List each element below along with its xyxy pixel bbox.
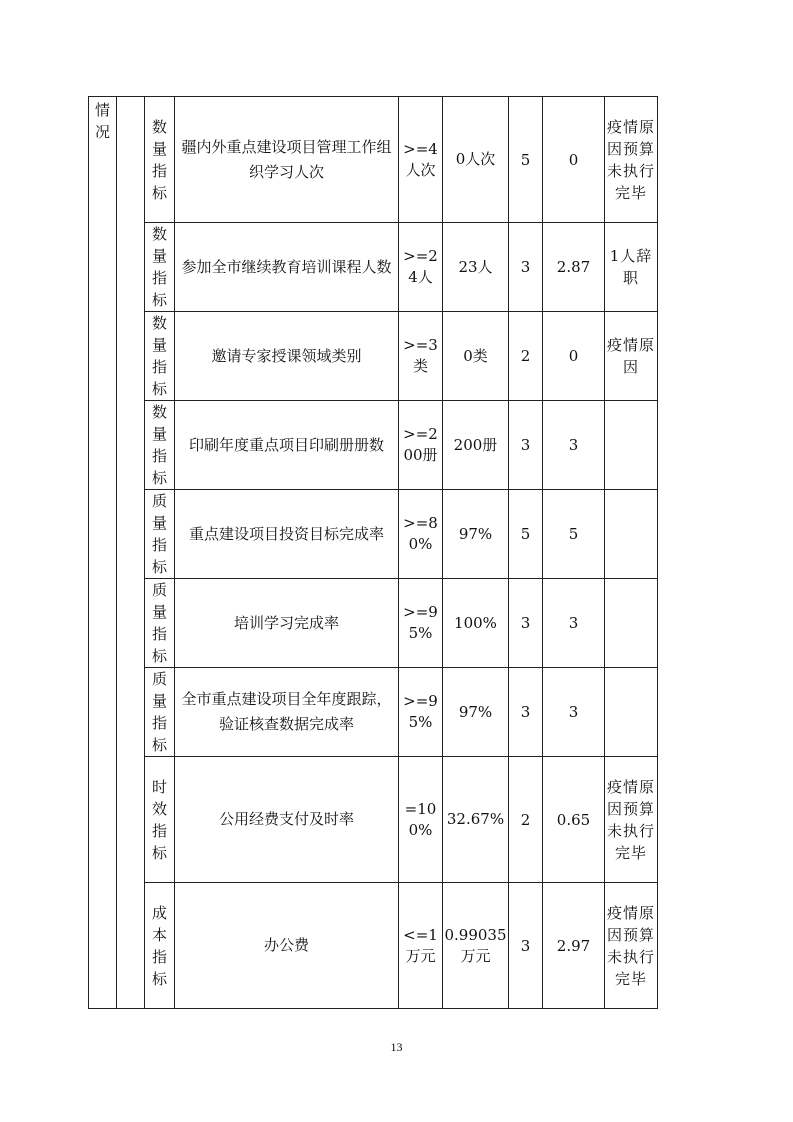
category-cell: 质量指标 [145, 490, 175, 579]
score-cell: 0.65 [543, 757, 605, 883]
score-cell: 3 [543, 401, 605, 490]
note-cell: 疫情原因预算未执行完毕 [605, 97, 658, 223]
section-label: 情况 [95, 101, 111, 141]
indicator-content-cell: 疆内外重点建设项目管理工作组织学习人次 [175, 97, 399, 223]
actual-value-cell: 0人次 [443, 97, 509, 223]
note-cell: 疫情原因预算未执行完毕 [605, 757, 658, 883]
table-row [89, 312, 658, 401]
actual-value-cell: 0类 [443, 312, 509, 401]
weight-cell: 2 [509, 312, 543, 401]
score-cell: 2.97 [543, 883, 605, 1009]
table-row [89, 883, 658, 1009]
blank-column-cell [117, 97, 145, 1009]
target-value-cell: >=200册 [399, 401, 443, 490]
weight-cell: 3 [509, 668, 543, 757]
note-cell: 疫情原因预算未执行完毕 [605, 883, 658, 1009]
note-cell [605, 490, 658, 579]
category-cell: 质量指标 [145, 668, 175, 757]
actual-value-cell: 97% [443, 668, 509, 757]
actual-value-cell: 100% [443, 579, 509, 668]
weight-cell: 5 [509, 97, 543, 223]
indicator-content-cell: 重点建设项目投资目标完成率 [175, 490, 399, 579]
weight-cell: 3 [509, 579, 543, 668]
performance-indicator-table [88, 96, 658, 1009]
target-value-cell: <=1万元 [399, 883, 443, 1009]
score-cell: 5 [543, 490, 605, 579]
actual-value-cell: 97% [443, 490, 509, 579]
category-cell: 数量指标 [145, 312, 175, 401]
note-cell [605, 579, 658, 668]
note-cell: 疫情原因 [605, 312, 658, 401]
category-cell: 时效指标 [145, 757, 175, 883]
table-row [89, 401, 658, 490]
page-number: 13 [390, 1040, 403, 1054]
category-cell: 数量指标 [145, 401, 175, 490]
target-value-cell: >=24人 [399, 223, 443, 312]
note-cell: 1人辞职 [605, 223, 658, 312]
weight-cell: 3 [509, 223, 543, 312]
table-row [89, 97, 658, 223]
target-value-cell: >=3类 [399, 312, 443, 401]
score-cell: 3 [543, 668, 605, 757]
actual-value-cell: 32.67% [443, 757, 509, 883]
table-row [89, 579, 658, 668]
weight-cell: 5 [509, 490, 543, 579]
target-value-cell: =100% [399, 757, 443, 883]
note-cell [605, 668, 658, 757]
score-cell: 0 [543, 97, 605, 223]
indicator-content-cell: 培训学习完成率 [175, 579, 399, 668]
note-cell [605, 401, 658, 490]
table-row [89, 668, 658, 757]
weight-cell: 2 [509, 757, 543, 883]
score-cell: 0 [543, 312, 605, 401]
indicator-content-cell: 办公费 [175, 883, 399, 1009]
table-row [89, 490, 658, 579]
category-cell: 数量指标 [145, 97, 175, 223]
target-value-cell: >=95% [399, 579, 443, 668]
indicator-content-cell: 印刷年度重点项目印刷册册数 [175, 401, 399, 490]
indicator-content-cell: 公用经费支付及时率 [175, 757, 399, 883]
table-row [89, 757, 658, 883]
weight-cell: 3 [509, 883, 543, 1009]
score-cell: 2.87 [543, 223, 605, 312]
actual-value-cell: 200册 [443, 401, 509, 490]
category-cell: 质量指标 [145, 579, 175, 668]
target-value-cell: >=95% [399, 668, 443, 757]
category-cell: 成本指标 [145, 883, 175, 1009]
category-cell: 数量指标 [145, 223, 175, 312]
target-value-cell: >=80% [399, 490, 443, 579]
actual-value-cell: 0.99035万元 [443, 883, 509, 1009]
target-value-cell: >=4人次 [399, 97, 443, 223]
indicator-content-cell: 参加全市继续教育培训课程人数 [175, 223, 399, 312]
section-label-cell [89, 97, 117, 1009]
indicator-content-cell: 全市重点建设项目全年度跟踪，验证核查数据完成率 [175, 668, 399, 757]
table-row [89, 223, 658, 312]
actual-value-cell: 23人 [443, 223, 509, 312]
indicator-content-cell: 邀请专家授课领域类别 [175, 312, 399, 401]
weight-cell: 3 [509, 401, 543, 490]
score-cell: 3 [543, 579, 605, 668]
